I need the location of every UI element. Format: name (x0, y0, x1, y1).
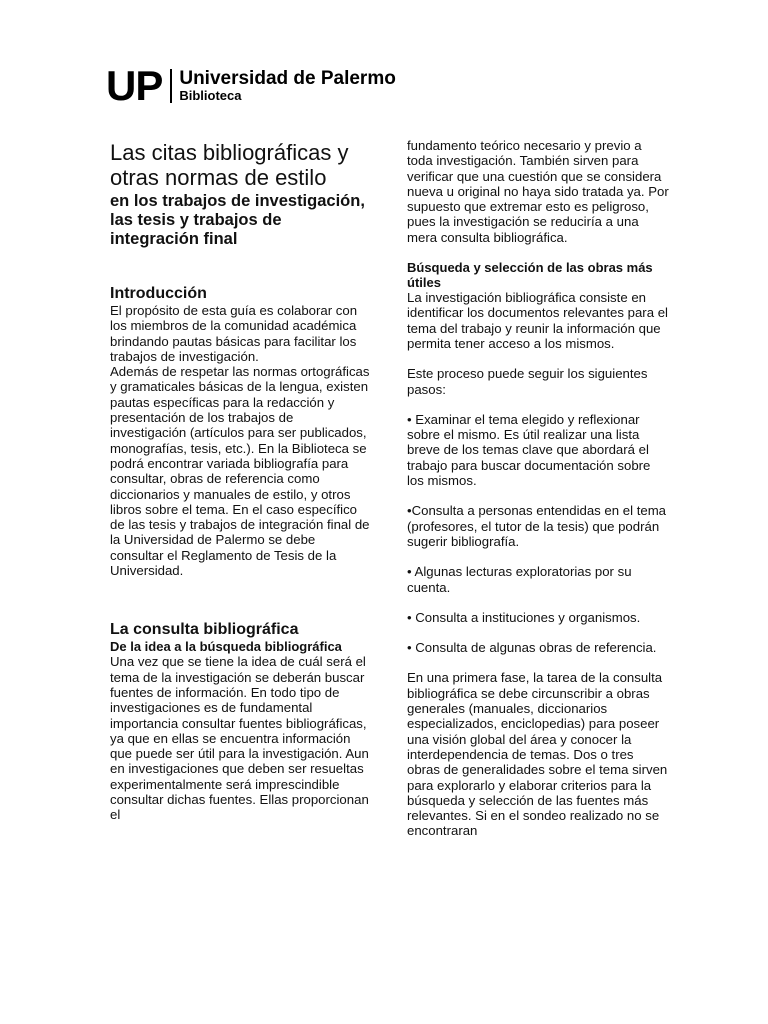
busqueda-paragraph: La investigación bibliográfica consiste en identificar los documentos relevantes para el tema del trabajo y reunir la información que permita tener acceso a los mismos. (407, 290, 668, 351)
step-item: •Consulta a personas entendidas en el tema (profesores, el tutor de la tesis) que podrán sugerir bibliografía. (407, 503, 667, 549)
up-logo: UP (106, 62, 163, 109)
library-name: Biblioteca (179, 88, 242, 103)
logo-text (179, 69, 395, 103)
busqueda-heading: Búsqueda y selección de las obras más útiles (407, 260, 653, 291)
left-column (110, 140, 372, 823)
consulta-paragraph: Una vez que se tiene la idea de cuál será el tema de la investigación se deberán buscar fuentes de información. En todo tipo de investigaciones es de fundamental importancia consultar fuentes bibliográficas, ya que en ellas se encuentra información que puede ser útil para la investigación. Aun en investigaciones que deben ser resueltas experimentalmente será imprescindible consultar dichas fuentes. Ellas proporcionan el (110, 654, 369, 823)
intro-heading: Introducción (110, 285, 207, 302)
intro-paragraph-2: Además de respetar las normas ortográficas y gramaticales básicas de la lengua, existen pautas específicas para la redacción y presentación de los trabajos de investigación (artículos para ser publicados, monografías, tesis, etc.). En la Biblioteca se podrá encontrar variada bibliografía para consultar, obras de referencia como diccionarios y manuales de estilo, y otros libros sobre el tema. En el caso específico de las tesis y trabajos de integración final de la Universidad de Palermo se debe consultar el Reglamento de Tesis de la Universidad. (110, 364, 370, 579)
step-item: • Consulta de algunas obras de referencia. (407, 640, 657, 656)
university-header (106, 62, 396, 109)
document-title: Las citas bibliográficas y otras normas de estilo (110, 140, 349, 190)
fase-paragraph: En una primera fase, la tarea de la consulta bibliográfica se debe circunscribir a obras generales (manuales, diccionarios especializados, enciclopedias) para poseer una visión global del área y conocer la interdependencia de temas. Dos o tres obras de generalidades sobre el tema sirven para explorarlo y elaborar criterios para la búsqueda y selección de las fuentes más relevantes. Si en el sondeo realizado no se encontraran (407, 670, 668, 839)
intro-paragraph-1: El propósito de esta guía es colaborar con los miembros de la comunidad académica brindando pautas básicas para facilitar los trabajos de investigación. (110, 303, 358, 364)
proceso-paragraph: Este proceso puede seguir los siguientes pasos: (407, 366, 648, 397)
right-column (407, 138, 669, 839)
step-item: • Examinar el tema elegido y reflexionar sobre el mismo. Es útil realizar una lista breve de los temas clave que abordará el trabajo para buscar documentación sobre los mismos. (407, 411, 651, 489)
logo-divider (170, 69, 172, 103)
document-subtitle: en los trabajos de investigación, las tesis y trabajos de integración final (110, 192, 365, 248)
consulta-heading: La consulta bibliográfica (110, 621, 299, 639)
continued-paragraph: fundamento teórico necesario y previo a toda investigación. También sirven para verificar que una cuestión que se considera nueva u original no haya sido tratada ya. Por supuesto que extremar esto es peligroso, pues la investigación se reduciría a una mera consulta bibliográfica. (407, 138, 669, 245)
university-name: Universidad de Palermo (179, 68, 396, 89)
consulta-subheading: De la idea a la búsqueda bibliográfica (110, 639, 342, 655)
step-item: • Algunas lecturas exploratorias por su cuenta. (407, 564, 632, 595)
step-item: • Consulta a instituciones y organismos. (407, 609, 641, 625)
